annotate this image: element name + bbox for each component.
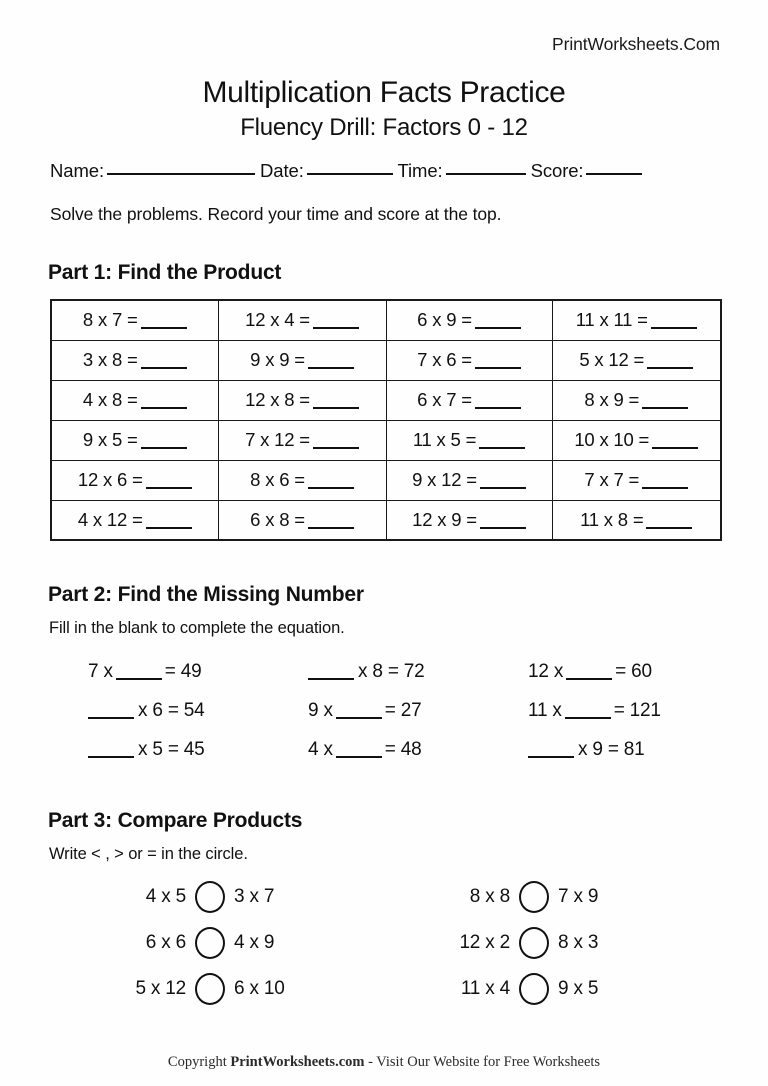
table-row bbox=[51, 340, 721, 380]
problem-expression: 3 x 8 = bbox=[82, 349, 138, 370]
product-problem-cell[interactable] bbox=[218, 500, 386, 540]
part3-subheading: Write < , > or = in the circle. bbox=[49, 845, 248, 863]
problem-expression: 7 x 7 = bbox=[584, 469, 640, 490]
time-label: Time: bbox=[397, 160, 443, 181]
problem-expression: 6 x 7 = bbox=[417, 389, 472, 410]
compare-right-expression: 8 x 3 bbox=[558, 932, 599, 953]
answer-blank[interactable] bbox=[475, 327, 521, 329]
problem-expression: 4 x 12 = bbox=[77, 508, 143, 530]
product-problem-cell[interactable] bbox=[386, 460, 552, 500]
problem-expression: x 5 = 45 bbox=[138, 738, 205, 760]
answer-blank[interactable] bbox=[479, 447, 525, 449]
answer-blank[interactable] bbox=[308, 367, 354, 369]
problem-expression: 9 x 12 = bbox=[412, 469, 477, 490]
problem-expression: 7 x bbox=[88, 660, 113, 682]
missing-number-problem[interactable] bbox=[278, 700, 500, 722]
answer-blank[interactable] bbox=[141, 407, 187, 409]
compare-left-expression: 5 x 12 bbox=[135, 978, 186, 999]
product-problem-cell[interactable] bbox=[51, 340, 218, 380]
missing-number-row bbox=[50, 730, 720, 769]
problem-expression: 7 x 12 = bbox=[245, 429, 310, 450]
answer-blank[interactable] bbox=[480, 487, 526, 489]
compare-problem[interactable] bbox=[390, 881, 720, 913]
compare-right-expression: 3 x 7 bbox=[234, 886, 275, 907]
missing-number-problem[interactable] bbox=[278, 739, 500, 761]
problem-expression: x 9 = 81 bbox=[578, 738, 645, 760]
product-problem-cell[interactable] bbox=[218, 460, 386, 500]
problem-result: = 27 bbox=[384, 699, 422, 721]
compare-row bbox=[50, 920, 720, 966]
problem-expression: 6 x 9 = bbox=[417, 309, 472, 331]
problem-expression: 11 x 8 = bbox=[580, 508, 644, 530]
product-problem-cell[interactable] bbox=[51, 380, 218, 420]
time-field[interactable] bbox=[446, 173, 526, 175]
product-problem-cell[interactable] bbox=[218, 420, 386, 460]
product-problem-cell[interactable] bbox=[552, 300, 721, 340]
product-problem-cell[interactable] bbox=[386, 340, 552, 380]
part3-comparison-list bbox=[50, 874, 720, 1012]
product-problem-cell[interactable] bbox=[552, 420, 721, 460]
problem-expression: 8 x 6 = bbox=[250, 469, 305, 490]
product-problem-cell[interactable] bbox=[51, 420, 218, 460]
compare-right-expression: 6 x 10 bbox=[234, 978, 285, 999]
missing-number-blank[interactable] bbox=[308, 678, 354, 680]
compare-right-expression: 4 x 9 bbox=[234, 932, 275, 953]
missing-number-blank[interactable] bbox=[116, 678, 162, 680]
site-brand: PrintWorksheets.Com bbox=[552, 34, 720, 54]
footer-pre: Copyright bbox=[167, 1054, 231, 1070]
product-problem-cell[interactable] bbox=[552, 500, 721, 540]
missing-number-problem[interactable] bbox=[278, 661, 500, 683]
compare-problem[interactable] bbox=[50, 927, 390, 959]
answer-blank[interactable] bbox=[651, 327, 697, 329]
compare-left-expression: 4 x 5 bbox=[145, 886, 186, 907]
problem-result: = 121 bbox=[613, 699, 661, 721]
answer-blank[interactable] bbox=[647, 367, 693, 369]
page-subtitle: Fluency Drill: Factors 0 - 12 bbox=[240, 114, 528, 141]
problem-result: = 60 bbox=[615, 660, 652, 682]
problem-expression: 10 x 10 = bbox=[574, 429, 650, 450]
product-problem-cell[interactable] bbox=[51, 300, 218, 340]
problem-expression: 12 x 8 = bbox=[245, 389, 310, 410]
product-problem-cell[interactable] bbox=[386, 380, 552, 420]
missing-number-blank[interactable] bbox=[566, 678, 612, 680]
product-problem-cell[interactable] bbox=[386, 300, 552, 340]
missing-number-blank[interactable] bbox=[88, 756, 134, 758]
table-row bbox=[51, 420, 721, 460]
footer-brand: PrintWorksheets.com bbox=[230, 1054, 365, 1070]
compare-left-expression: 12 x 2 bbox=[459, 932, 510, 953]
score-label: Score: bbox=[530, 160, 584, 181]
score-field[interactable] bbox=[586, 173, 642, 175]
answer-blank[interactable] bbox=[141, 327, 187, 329]
worksheet-instruction: Solve the problems. Record your time and score at the top. bbox=[50, 204, 502, 224]
product-problem-cell[interactable] bbox=[552, 460, 721, 500]
comparison-circle[interactable] bbox=[195, 973, 225, 1005]
compare-problem[interactable] bbox=[390, 927, 720, 959]
part2-problem-list bbox=[50, 652, 720, 769]
compare-row bbox=[50, 874, 720, 920]
missing-number-blank[interactable] bbox=[528, 756, 574, 758]
table-row bbox=[51, 300, 721, 340]
missing-number-blank[interactable] bbox=[336, 756, 382, 758]
answer-blank[interactable] bbox=[308, 527, 354, 529]
missing-number-blank[interactable] bbox=[336, 717, 382, 719]
problem-expression: x 6 = 54 bbox=[138, 699, 205, 721]
answer-blank[interactable] bbox=[141, 447, 187, 449]
missing-number-row bbox=[50, 652, 720, 691]
problem-expression: 12 x bbox=[528, 660, 564, 682]
compare-problem[interactable] bbox=[390, 973, 720, 1005]
problem-expression: 11 x 5 = bbox=[412, 429, 477, 450]
problem-expression: 6 x 8 = bbox=[250, 508, 305, 530]
problem-expression: 12 x 9 = bbox=[412, 508, 477, 530]
problem-expression: 9 x 9 = bbox=[250, 349, 305, 370]
missing-number-problem[interactable] bbox=[500, 661, 720, 683]
product-problem-cell[interactable] bbox=[218, 300, 386, 340]
answer-blank[interactable] bbox=[646, 527, 692, 529]
problem-expression: 11 x 11 = bbox=[575, 309, 648, 331]
product-problem-cell[interactable] bbox=[51, 460, 218, 500]
compare-right-expression: 9 x 5 bbox=[558, 978, 599, 999]
part1-problem-grid bbox=[50, 299, 722, 541]
problem-expression: 8 x 9 = bbox=[584, 389, 640, 410]
product-problem-cell[interactable] bbox=[51, 500, 218, 540]
name-label: Name: bbox=[50, 160, 104, 181]
missing-number-problem[interactable] bbox=[50, 661, 278, 683]
missing-number-problem[interactable] bbox=[500, 700, 720, 722]
problem-expression: 9 x bbox=[308, 699, 333, 721]
answer-blank[interactable] bbox=[146, 527, 192, 529]
problem-expression: x 8 = 72 bbox=[358, 660, 425, 682]
comparison-circle[interactable] bbox=[195, 927, 225, 959]
answer-blank[interactable] bbox=[146, 487, 192, 489]
problem-expression: 12 x 4 = bbox=[245, 309, 310, 331]
problem-expression: 7 x 6 = bbox=[417, 349, 472, 370]
missing-number-problem[interactable] bbox=[50, 739, 278, 761]
problem-expression: 12 x 6 = bbox=[77, 469, 143, 490]
part3-heading: Part 3: Compare Products bbox=[48, 809, 303, 832]
product-problem-cell[interactable] bbox=[218, 340, 386, 380]
compare-problem[interactable] bbox=[50, 881, 390, 913]
part2-subheading: Fill in the blank to complete the equation. bbox=[49, 619, 345, 637]
comparison-circle[interactable] bbox=[519, 973, 549, 1005]
compare-left-expression: 11 x 4 bbox=[460, 978, 510, 999]
product-problem-cell[interactable] bbox=[386, 500, 552, 540]
part2-heading: Part 2: Find the Missing Number bbox=[48, 583, 364, 606]
product-problem-cell[interactable] bbox=[552, 340, 721, 380]
table-row bbox=[51, 460, 721, 500]
product-problem-cell[interactable] bbox=[218, 380, 386, 420]
compare-row bbox=[50, 966, 720, 1012]
missing-number-blank[interactable] bbox=[88, 717, 134, 719]
problem-expression: 4 x bbox=[308, 738, 333, 760]
comparison-circle[interactable] bbox=[195, 881, 225, 913]
name-field[interactable] bbox=[107, 173, 255, 175]
product-problem-cell[interactable] bbox=[552, 380, 721, 420]
answer-blank[interactable] bbox=[141, 367, 187, 369]
answer-blank[interactable] bbox=[642, 487, 688, 489]
problem-result: = 49 bbox=[164, 660, 202, 682]
product-problem-cell[interactable] bbox=[386, 420, 552, 460]
compare-right-expression: 7 x 9 bbox=[558, 886, 599, 907]
missing-number-row bbox=[50, 691, 720, 730]
comparison-circle[interactable] bbox=[519, 881, 549, 913]
problem-expression: 8 x 7 = bbox=[82, 309, 138, 331]
compare-left-expression: 6 x 6 bbox=[145, 932, 186, 953]
compare-left-expression: 8 x 8 bbox=[469, 886, 510, 907]
answer-blank[interactable] bbox=[480, 527, 526, 529]
problem-expression: 5 x 12 = bbox=[579, 349, 645, 370]
problem-expression: 9 x 5 = bbox=[82, 429, 138, 450]
answer-blank[interactable] bbox=[313, 407, 359, 409]
date-label: Date: bbox=[260, 160, 304, 181]
footer-post: - Visit Our Website for Free Worksheets bbox=[364, 1054, 601, 1070]
table-row bbox=[51, 380, 721, 420]
answer-blank[interactable] bbox=[642, 407, 688, 409]
date-field[interactable] bbox=[307, 173, 393, 175]
answer-blank[interactable] bbox=[652, 447, 698, 449]
answer-blank[interactable] bbox=[475, 367, 521, 369]
missing-number-problem[interactable] bbox=[50, 700, 278, 722]
comparison-circle[interactable] bbox=[519, 927, 549, 959]
problem-expression: 11 x bbox=[528, 699, 562, 721]
answer-blank[interactable] bbox=[313, 327, 359, 329]
compare-problem[interactable] bbox=[50, 973, 390, 1005]
missing-number-problem[interactable] bbox=[500, 739, 720, 761]
missing-number-blank[interactable] bbox=[565, 717, 611, 719]
problem-expression: 4 x 8 = bbox=[82, 389, 138, 410]
student-info-row bbox=[50, 160, 722, 182]
page-title: Multiplication Facts Practice bbox=[202, 76, 566, 109]
part1-heading: Part 1: Find the Product bbox=[48, 261, 282, 284]
answer-blank[interactable] bbox=[308, 487, 354, 489]
answer-blank[interactable] bbox=[313, 447, 359, 449]
problem-result: = 48 bbox=[384, 738, 422, 760]
table-row bbox=[51, 500, 721, 540]
page-footer bbox=[0, 1054, 768, 1071]
answer-blank[interactable] bbox=[475, 407, 521, 409]
